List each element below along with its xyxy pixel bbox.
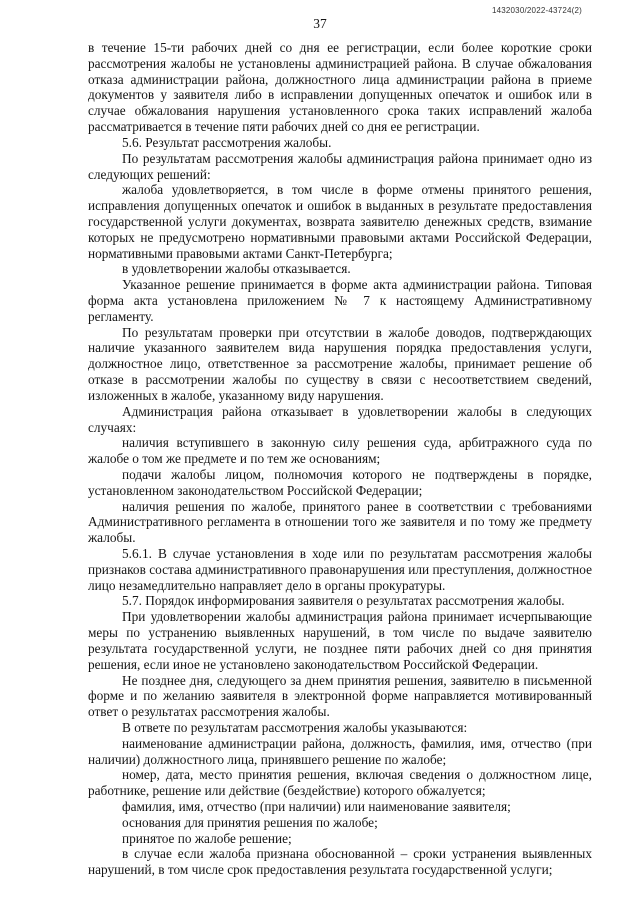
paragraph: 5.7. Порядок информирования заявителя о результатах рассмотрения жалобы.: [122, 593, 565, 609]
paragraph: в течение 15-ти рабочих дней со дня ее регистрации, если более короткие сроки рассмотрения жалобы не установлены администрацией района. В случае обжалования отказа администрации района, должностного лица администрации района в приеме документов у заявителя либо в исправлении допущенных опечаток и ошибок или в случае обжалования нарушения установленного срока таких исправлений жалоба рассматривается в течение пяти рабочих дней со дня ее регистрации.: [88, 40, 592, 135]
paragraph: в удовлетворении жалобы отказывается.: [122, 261, 351, 277]
paragraph: По результатам рассмотрения жалобы администрация района принимает одно из следующих решений:: [88, 150, 592, 182]
document-body: [88, 40, 592, 878]
paragraph: фамилия, имя, отчество (при наличии) или наименование заявителя;: [122, 799, 511, 814]
paragraph: По результатам проверки при отсутствии в жалобе доводов, подтверждающих наличие указанного заявителем вида нарушения порядка предоставления услуги, должностное лицо, ответственное за рассмотрение жалобы, принимает решение об отказе в рассмотрении жалобы по существу в связи с несоответствием сведений, изложенных в жалобе, указанному виду нарушения.: [88, 324, 592, 403]
paragraph: Администрация района отказывает в удовлетворении жалобы в следующих случаях:: [88, 403, 592, 435]
paragraph: наличия решения по жалобе, принятого ранее в соответствии с требованиями Административного регламента в отношении того же заявителя и по тому же предмету жалобы.: [88, 498, 592, 546]
paragraph: номер, дата, место принятия решения, включая сведения о должностном лице, работнике, решение или действие (бездействие) которого обжалуется;: [88, 767, 592, 799]
paragraph: жалоба удовлетворяется, в том числе в форме отмены принятого решения, исправления допущенных опечаток и ошибок в выданных в результате предоставления государственной услуги документах, возврата заявителю денежных средств, взимание которых не предусмотрено нормативными правовыми актами Российской Федерации, нормативными правовыми актами Санкт-Петербурга;: [88, 182, 592, 261]
paragraph: Не позднее дня, следующего за днем принятия решения, заявителю в письменной форме и по желанию заявителя в электронной форме направляется мотивированный ответ о результатах рассмотрения жалобы.: [88, 672, 592, 720]
paragraph: наименование администрации района, должность, фамилия, имя, отчество (при наличии) должностного лица, принявшего решение по жалобе;: [88, 735, 592, 767]
paragraph: наличия вступившего в законную силу решения суда, арбитражного суда по жалобе о том же предмете и по тем же основаниям;: [88, 435, 592, 467]
page-number: 37: [313, 16, 327, 31]
paragraph: подачи жалобы лицом, полномочия которого не подтверждены в порядке, установленном законодательством Российской Федерации;: [88, 466, 592, 498]
paragraph: основания для принятия решения по жалобе;: [122, 814, 378, 830]
paragraph: 5.6. Результат рассмотрения жалобы.: [122, 134, 332, 150]
paragraph: В ответе по результатам рассмотрения жалобы указываются:: [122, 719, 468, 735]
paragraph: в случае если жалоба признана обоснованной – сроки устранения выявленных нарушений, в том числе срок предоставления результата государственной услуги;: [88, 846, 592, 878]
paragraph: При удовлетворении жалобы администрация района принимает исчерпывающие меры по устранению выявленных нарушений, в том числе по выдаче заявителю результата государственной услуги, не позднее пяти рабочих дней со дня принятия решения, если иное не установлено законодательством Российской Федерации.: [88, 609, 592, 672]
document-id: 1432030/2022-43724(2): [491, 6, 582, 15]
paragraph: Указанное решение принимается в форме акта администрации района. Типовая форма акта установлена приложением № 7 к настоящему Административному регламенту.: [88, 277, 592, 324]
paragraph: принятое по жалобе решение;: [122, 830, 292, 846]
paragraph: 5.6.1. В случае установления в ходе или по результатам рассмотрения жалобы признаков состава административного правонарушения или преступления, должностное лицо незамедлительно направляет дело в органы прокуратуры.: [88, 546, 592, 593]
